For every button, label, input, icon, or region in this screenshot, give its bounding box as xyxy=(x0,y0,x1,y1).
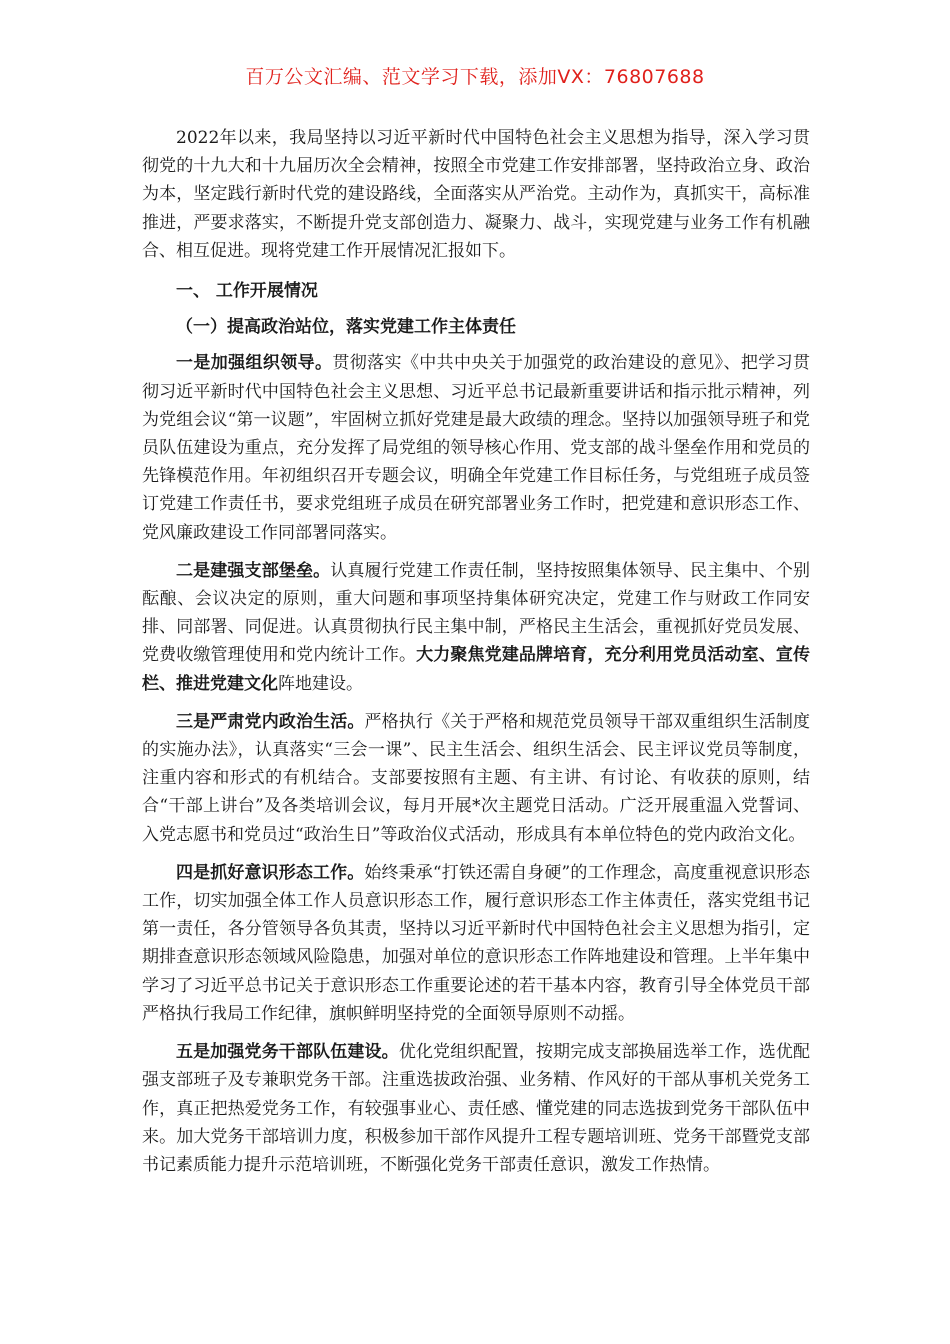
item-lead: 五是加强党务干部队伍建设。 xyxy=(176,1042,399,1063)
item-lead: 二是建强支部堡垒。 xyxy=(176,560,331,581)
document-body xyxy=(142,124,810,1179)
item-lead: 一是加强组织领导。 xyxy=(176,353,333,374)
item-text: 认真履行党建工作责任制，坚持按照集体领导、民主集中、个别酝酿、会议决定的原则，重大问题和事项坚持集体研究决定，党建工作与财政工作同安排、同部署、同促进。认真贯彻执行民主集中制，严格民主生活会，重视抓好党员发展、党费收缴管理使用和党内统计工作。 xyxy=(142,560,810,666)
intro-paragraph: 2022年以来，我局坚持以习近平新时代中国特色社会主义思想为指导，深入学习贯彻党的十九大和十九届历次全会精神，按照全市党建工作安排部署，坚持政治立身、政治为本，坚定践行新时代党的建设路线，全面落实从严治党。主动作为，真抓实干，高标准推进，严要求落实，不断提升党支部创造力、凝聚力、战斗，实现党建与业务工作有机融合、相互促进。现将党建工作开展情况汇报如下。 xyxy=(142,128,810,261)
item-paragraph-1 xyxy=(142,349,810,546)
item-paragraph-4 xyxy=(142,859,810,1028)
item-text: 严格执行《关于严格和规范党员领导干部双重组织生活制度的实施办法》，认真落实“三会一课”、民主生活会、组织生活会、民主评议党员等制度，注重内容和形式的有机结合。支部要按照有主题、有主讲、有讨论、有收获的原则，结合“干部上讲台”及各类培训会议，每月开展*次主题党日活动。广泛开展重温入党誓词、入党志愿书和党员过“政治生日”等政治仪式活动，形成具有本单位特色的党内政治文化。 xyxy=(142,711,811,845)
item-paragraph-3 xyxy=(142,708,810,849)
item-text-tail: 阵地建设。 xyxy=(278,673,363,694)
item-lead: 三是严肃党内政治生活。 xyxy=(176,711,365,732)
page-header-watermark: 百万公文汇编、范文学习下载，添加VX：76807688 xyxy=(245,66,705,88)
item-text: 贯彻落实《中共中央关于加强党的政治建设的意见》、把学习贯彻习近平新时代中国特色社会主义思想、习近平总书记最新重要讲话和指示批示精神，列为党组会议“第一议题”，牢固树立抓好党建是最大政绩的理念。坚持以加强领导班子和党员队伍建设为重点，充分发挥了局党组的领导核心作用、党支部的战斗堡垒作用和党员的先锋模范作用。年初组织召开专题会议，明确全年党建工作目标任务，与党组班子成员签订党建工作责任书，要求党组班子成员在研究部署业务工作时，把党建和意识形态工作、党风廉政建设工作同部署同落实。 xyxy=(142,353,810,543)
item-text: 始终秉承“打铁还需自身硬”的工作理念，高度重视意识形态工作，切实加强全体工作人员意识形态工作，履行意识形态工作主体责任，落实党组书记第一责任，各分管领导各负其责，坚持以习近平新时代中国特色社会主义思想为指引，定期排查意识形态领域风险隐患，加强对单位的意识形态工作阵地建设和管理。上半年集中学习了习近平总书记关于意识形态工作重要论述的若干基本内容，教育引导全体党员干部严格执行我局工作纪律，旗帜鲜明坚持党的全面领导原则不动摇。 xyxy=(142,862,810,1024)
item-paragraph-2 xyxy=(142,557,810,698)
item-lead: 四是抓好意识形态工作。 xyxy=(176,862,365,883)
item-text: 优化党组织配置，按期完成支部换届选举工作，选优配强支部班子及专兼职党务干部。注重选拔政治强、业务精、作风好的干部从事机关党务工作，真正把热爱党务工作，有较强事业心、责任感、懂党建的同志选拔到党务干部队伍中来。加大党务干部培训力度，积极参加干部作风提升工程专题培训班、党务干部暨党支部书记素质能力提升示范培训班，不断强化党务干部责任意识，激发工作热情。 xyxy=(142,1042,811,1175)
section-heading: 一、 工作开展情况 xyxy=(176,281,318,302)
item-text-emphasis: 大力聚焦党建品牌培育，充分利用党员活动室、宣传栏、推进党建文化 xyxy=(142,645,811,694)
subsection-heading: （一）提高政治站位，落实党建工作主体责任 xyxy=(176,317,516,338)
item-paragraph-5 xyxy=(142,1038,810,1179)
